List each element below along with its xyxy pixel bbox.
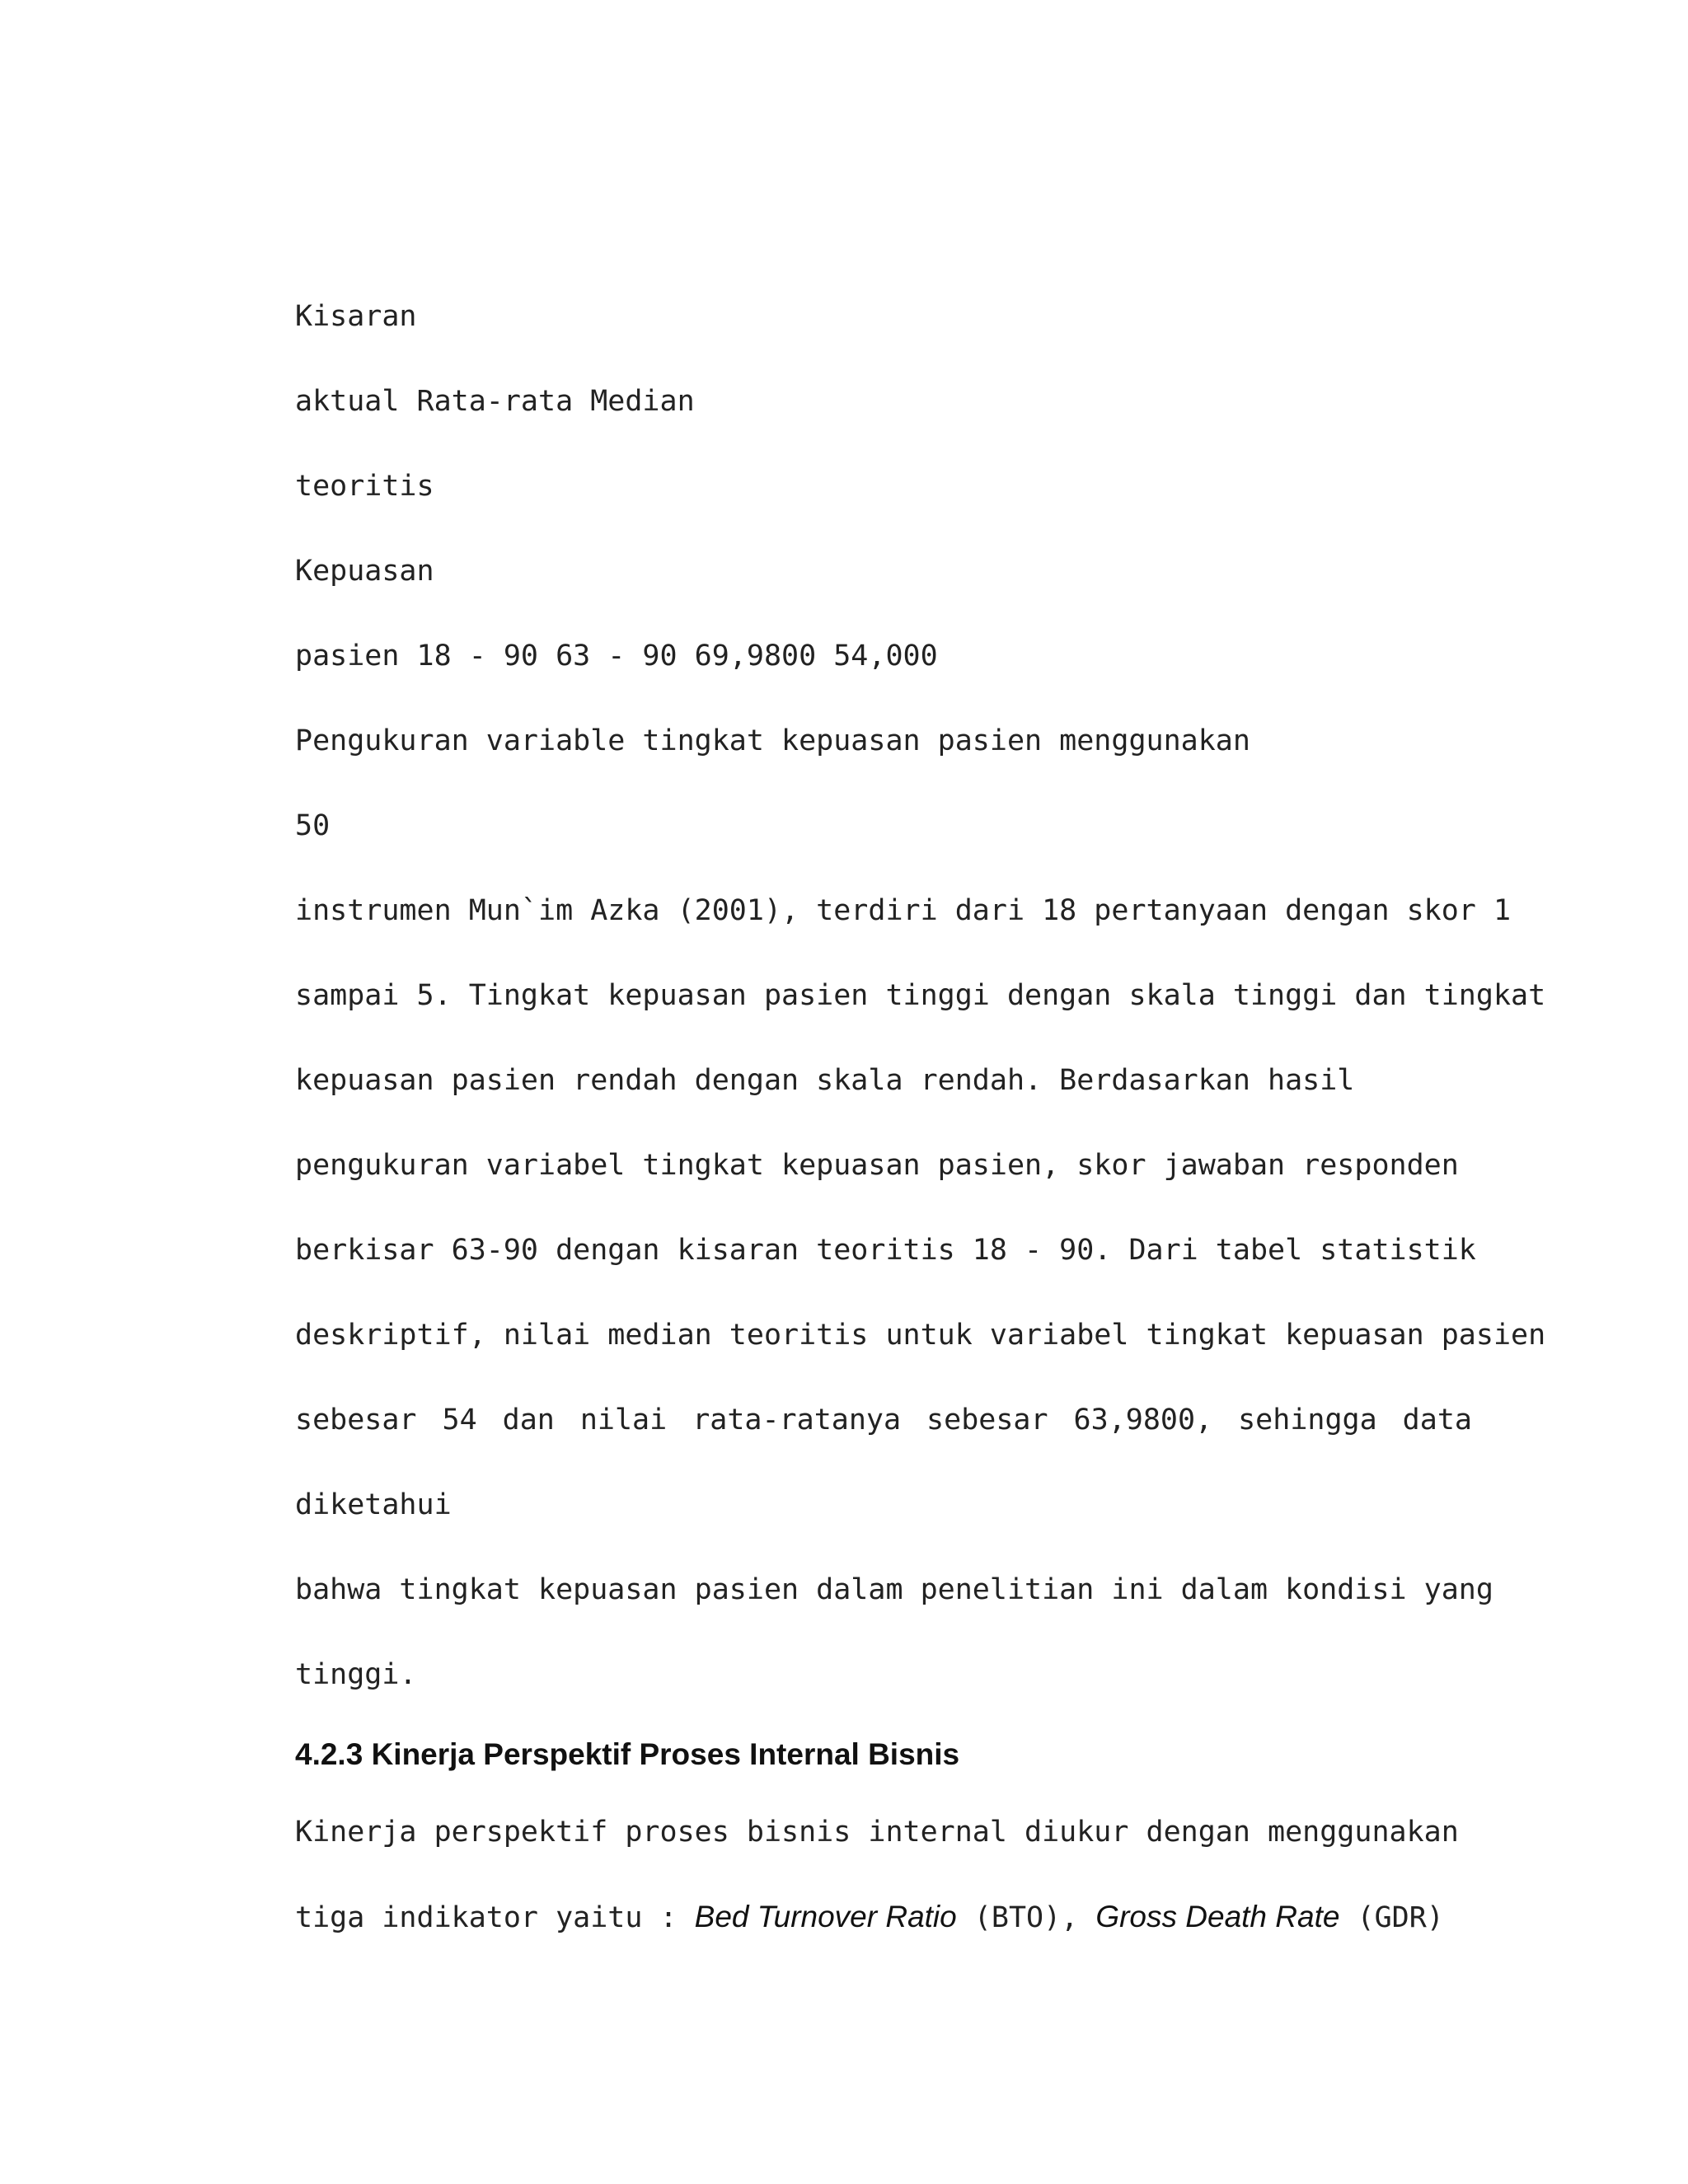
paragraph-line: Pengukuran variable tingkat kepuasan pasien menggunakan bbox=[295, 724, 1250, 757]
paragraph-line: kepuasan pasien rendah dengan skala rendah. Berdasarkan hasil bbox=[295, 1064, 1355, 1097]
table-header-teoritis: teoritis bbox=[295, 470, 434, 503]
paragraph-line-justified bbox=[295, 1406, 1472, 1435]
table-variable-label: Kepuasan bbox=[295, 555, 434, 588]
paragraph-line: pengukuran variabel tingkat kepuasan pasien, skor jawaban responden bbox=[295, 1149, 1459, 1182]
word: sebesar bbox=[926, 1404, 1048, 1436]
paragraph-line: diketahui bbox=[295, 1488, 452, 1521]
paragraph-line: sampai 5. Tingkat kepuasan pasien tinggi dengan skala tinggi dan tingkat bbox=[295, 979, 1546, 1012]
paragraph-line: Kinerja perspektif proses bisnis internal diukur dengan menggunakan bbox=[295, 1816, 1459, 1849]
word: sebesar bbox=[295, 1404, 417, 1436]
word: 54 bbox=[442, 1404, 477, 1436]
paragraph-line: deskriptif, nilai median teoritis untuk variabel tingkat kepuasan pasien bbox=[295, 1319, 1546, 1352]
word: nilai bbox=[579, 1404, 668, 1436]
paragraph-line: bahwa tingkat kepuasan pasien dalam penelitian ini dalam kondisi yang bbox=[295, 1573, 1493, 1606]
table-header-row: aktual Rata-rata Median bbox=[295, 385, 695, 418]
italic-term: Gross Death Rate bbox=[1095, 1900, 1340, 1933]
text-run: tiga indikator yaitu : bbox=[295, 1901, 695, 1934]
paragraph-line: berkisar 63-90 dengan kisaran teoritis 18 - 90. Dari tabel statistik bbox=[295, 1234, 1476, 1267]
section-heading: 4.2.3 Kinerja Perspektif Proses Internal Bisnis bbox=[295, 1737, 960, 1771]
paragraph-line: instrumen Mun`im Azka (2001), terdiri dari 18 pertanyaan dengan skor 1 bbox=[295, 894, 1512, 927]
paragraph-line: tinggi. bbox=[295, 1658, 417, 1691]
word: 63,9800, bbox=[1073, 1404, 1213, 1436]
word: data bbox=[1402, 1404, 1472, 1436]
text-run: (BTO), bbox=[956, 1901, 1096, 1934]
paragraph-line-mixed bbox=[295, 1901, 1444, 1933]
page-number: 50 bbox=[295, 809, 331, 842]
word: sehingga bbox=[1238, 1404, 1377, 1436]
word: dan bbox=[502, 1404, 555, 1436]
text-run: (GDR) bbox=[1339, 1901, 1444, 1934]
table-header-kisaran: Kisaran bbox=[295, 300, 417, 333]
table-data-row: pasien 18 - 90 63 - 90 69,9800 54,000 bbox=[295, 640, 938, 673]
italic-term: Bed Turnover Ratio bbox=[694, 1900, 957, 1933]
word: rata-ratanya bbox=[692, 1404, 902, 1436]
